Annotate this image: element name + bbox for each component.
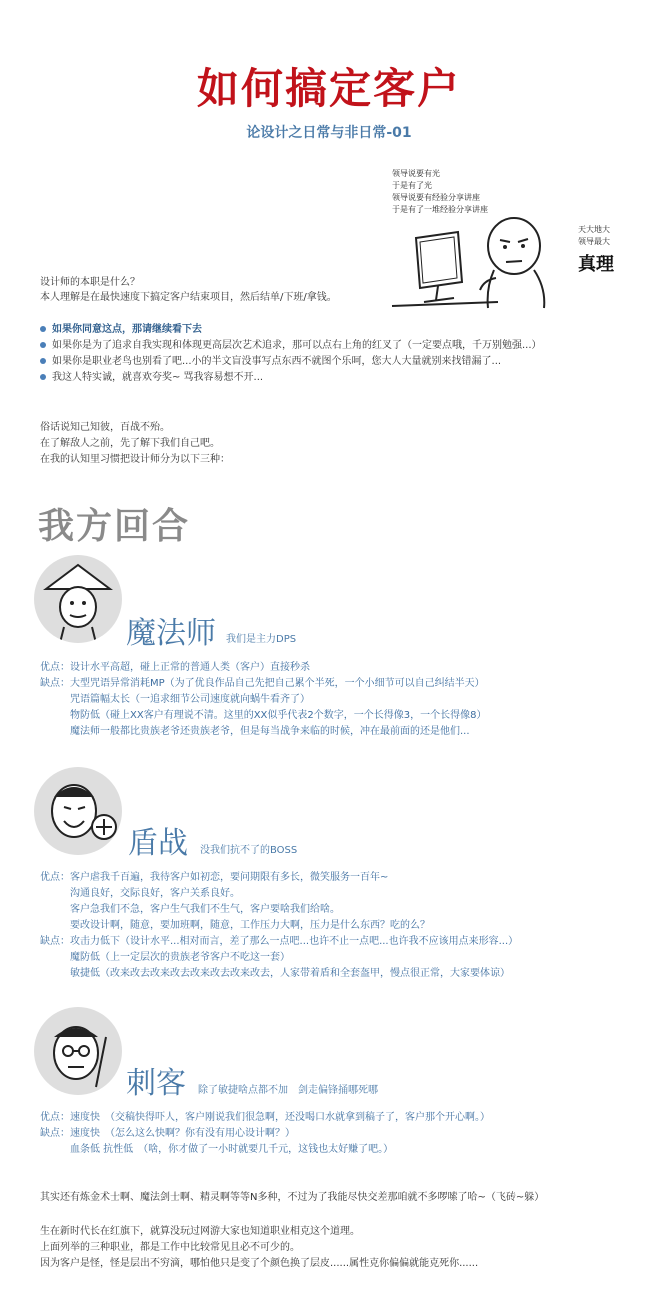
intro-line: 设计师的本职是什么？ xyxy=(40,277,140,288)
role-desc-line: 要改设计啊，随意，要加班啊，随意，工作压力大啊，压力是什么东西？吃的么？ xyxy=(40,920,430,931)
preface-line: 在我的认知里习惯把设计师分为以下三种： xyxy=(40,454,230,465)
role-desc-line: 物防低（碰上XX客户有理说不清。这里的XX似乎代表2个数字，一个长得像3，一个长得像8） xyxy=(40,710,487,721)
intro-line: 本人理解是在最快速度下搞定客户结束项目，然后结单/下班/拿钱。 xyxy=(40,292,337,303)
role-desc-line: 缺点：大型咒语异常消耗MP（为了优良作品自己先把自己累个半死，一个小细节可以自己纠结半天） xyxy=(40,678,485,689)
closing-line: 其实还有炼金术士啊、魔法剑士啊、精灵啊等等N多种，不过为了我能尽快交差那咱就不多啰嗦了哈~（飞砖~躲） xyxy=(40,1192,545,1203)
role-desc-line: 沟通良好，交际良好，客户关系良好。 xyxy=(40,888,240,899)
closing-line: 因为客户是怪，怪是层出不穷滴，哪怕他只是变了个颜色换了层皮......属性克你偏偏就能克死你...... xyxy=(40,1258,479,1269)
comic-side-line: 领导最大 xyxy=(578,237,610,246)
role-desc-line: 缺点：攻击力低下（设计水平...相对而言，差了那么一点吧...也许不止一点吧...也许我不应该用点来形容...） xyxy=(40,936,519,947)
intro-bullet: 如果你同意这点，那请继续看下去 xyxy=(40,323,202,337)
role-desc-line: 优点：客户虐我千百遍，我待客户如初恋，要问期限有多长，微笑服务一百年~ xyxy=(40,872,389,883)
intro-bullet: 如果你是为了追求自我实现和体现更高层次艺术追求，那可以点右上角的红叉了（一定要点哦，千万别勉强...） xyxy=(40,339,542,353)
bullet-dot-icon xyxy=(40,374,46,380)
bullet-dot-icon xyxy=(40,326,46,332)
closing-line: 上面列举的三种职业，都是工作中比较常见且必不可少的。 xyxy=(40,1242,300,1253)
comic-line: 于是有了一堆经验分享讲座 xyxy=(392,205,488,214)
comic-side-line: 天大地大 xyxy=(578,225,610,234)
intro-bullet: 如果你是职业老鸟也别看了吧...小的半文盲没事写点东西不就图个乐呵，您大人大量就别来找错漏了... xyxy=(40,355,501,369)
page-title: 如何搞定客户 xyxy=(196,64,461,113)
role-desc-line: 缺点：速度快 （怎么这么快啊？你有没有用心设计啊？） xyxy=(40,1128,295,1139)
comic-line: 领导说要有经验分享讲座 xyxy=(392,193,480,202)
intro-bullet: 我这人特实诚，就喜欢夸奖~ 骂我容易想不开... xyxy=(40,371,263,385)
assassin-avatar xyxy=(34,1007,122,1095)
page-subtitle: 论设计之日常与非日常-01 xyxy=(246,125,412,141)
mage-avatar xyxy=(34,555,122,643)
comic-line: 于是有了光 xyxy=(392,181,432,190)
comic-illustration xyxy=(388,160,628,310)
mage-face-icon xyxy=(34,555,122,643)
tank-avatar xyxy=(34,767,122,855)
role-desc-line: 优点：设计水平高超，碰上正常的普通人类（客户）直接秒杀 xyxy=(40,662,310,673)
assassin-face-icon xyxy=(34,1007,122,1095)
comic-line: 领导说要有光 xyxy=(392,169,440,178)
role-desc-line: 咒语篇幅太长（一追求细节公司速度就向蜗牛看齐了） xyxy=(40,694,310,705)
role-desc-line: 血条低 抗性低 （啥，你才做了一小时就要几千元，这钱也太好赚了吧。） xyxy=(40,1144,394,1155)
preface-line: 在了解敌人之前，先了解下我们自己吧。 xyxy=(40,438,220,449)
role-name: 魔法师 xyxy=(126,616,216,651)
bullet-dot-icon xyxy=(40,358,46,364)
role-desc-line: 客户急我们不急，客户生气我们不生气，客户要啥我们给啥。 xyxy=(40,904,340,915)
comic-big-word: 真理 xyxy=(578,254,614,275)
role-tag: 没我们抗不了的BOSS xyxy=(200,845,298,856)
role-desc-line: 优点：速度快 （交稿快得吓人，客户刚说我们很急啊，还没喝口水就拿到稿子了，客户那个开心啊。） xyxy=(40,1112,490,1123)
role-tag: 我们是主力DPS xyxy=(226,634,297,645)
bullet-dot-icon xyxy=(40,342,46,348)
role-name: 盾战 xyxy=(128,826,188,861)
closing-line: 生在新时代长在红旗下，就算没玩过网游大家也知道职业相克这个道理。 xyxy=(40,1226,360,1237)
role-name: 刺客 xyxy=(126,1066,186,1101)
role-desc-line: 魔防低（上一定层次的贵族老爷客户不吃这一套） xyxy=(40,952,290,963)
tank-face-icon xyxy=(34,767,122,855)
section-title: 我方回合 xyxy=(38,506,191,547)
role-desc-line: 敏捷低（改来改去改来改去改来改去改来改去，人家带着盾和全套盔甲，慢点很正常，大家要体谅） xyxy=(40,968,510,979)
comic-figure-drawing xyxy=(388,208,578,310)
role-tag: 除了敏捷啥点都不加 剑走偏锋捅哪死哪 xyxy=(198,1085,378,1096)
role-desc-line: 魔法师一般都比贵族老爷还贵族老爷，但是每当战争来临的时候，冲在最前面的还是他们... xyxy=(40,726,470,737)
preface-line: 俗话说知己知彼，百战不殆。 xyxy=(40,422,170,433)
